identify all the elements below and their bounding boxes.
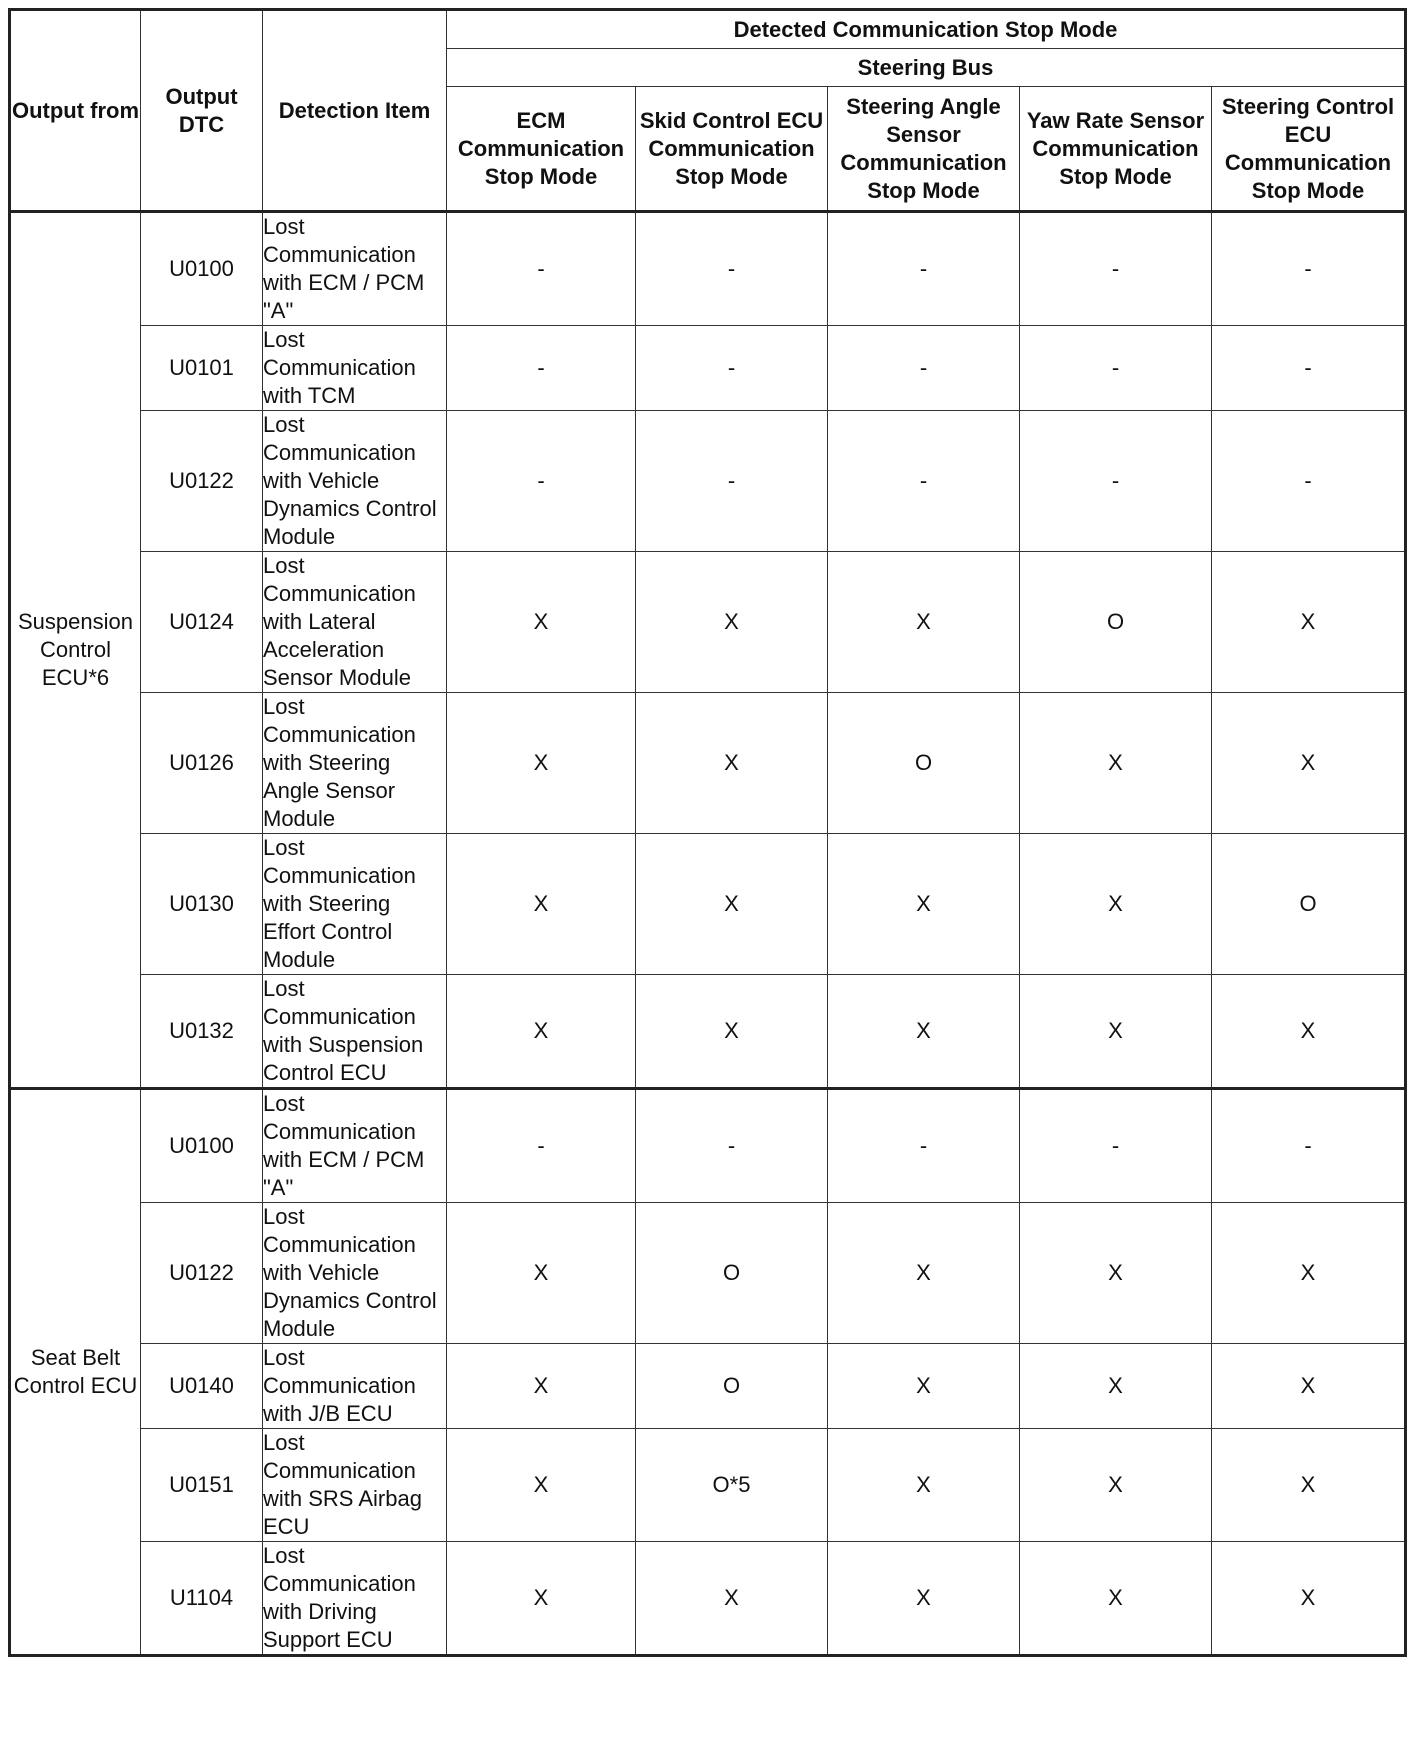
mark-cell-steering-control: X xyxy=(1212,975,1406,1089)
mark-cell-steering-angle: X xyxy=(828,834,1020,975)
header-detected-mode: Detected Communication Stop Mode xyxy=(447,10,1406,49)
mark-cell-steering-angle: X xyxy=(828,1542,1020,1656)
mark-cell-steering-control: - xyxy=(1212,411,1406,552)
mark-cell-yaw-rate: - xyxy=(1020,1089,1212,1203)
mark-cell-skid-control: - xyxy=(636,326,828,411)
dtc-code-cell: U0124 xyxy=(141,552,263,693)
mark-cell-steering-angle: X xyxy=(828,975,1020,1089)
table-row xyxy=(10,693,1406,834)
table-row xyxy=(10,411,1406,552)
dtc-code-cell: U1104 xyxy=(141,1542,263,1656)
mark-cell-ecm: X xyxy=(447,1429,636,1542)
mark-cell-yaw-rate: - xyxy=(1020,326,1212,411)
header-bus: Steering Bus xyxy=(447,49,1406,87)
table-row xyxy=(10,1542,1406,1656)
document-page xyxy=(8,8,1404,1754)
header-mode-ecm: ECM Communication Stop Mode xyxy=(447,87,636,212)
mark-cell-steering-angle: - xyxy=(828,411,1020,552)
dtc-code-cell: U0126 xyxy=(141,693,263,834)
dtc-code-cell: U0100 xyxy=(141,1089,263,1203)
detection-item-cell: Lost Communication with Vehicle Dynamics Control Module xyxy=(263,411,447,552)
mark-cell-ecm: X xyxy=(447,1542,636,1656)
mark-cell-ecm: - xyxy=(447,1089,636,1203)
detection-item-cell: Lost Communication with Driving Support ECU xyxy=(263,1542,447,1656)
mark-cell-steering-control: X xyxy=(1212,1429,1406,1542)
table-body xyxy=(10,212,1406,1656)
mark-cell-skid-control: X xyxy=(636,552,828,693)
dtc-code-cell: U0132 xyxy=(141,975,263,1089)
table-row xyxy=(10,1344,1406,1429)
mark-cell-skid-control: O xyxy=(636,1203,828,1344)
mark-cell-steering-control: X xyxy=(1212,1203,1406,1344)
detection-item-cell: Lost Communication with SRS Airbag ECU xyxy=(263,1429,447,1542)
mark-cell-ecm: - xyxy=(447,326,636,411)
mark-cell-steering-angle: - xyxy=(828,212,1020,326)
mark-cell-steering-control: - xyxy=(1212,1089,1406,1203)
table-row xyxy=(10,1203,1406,1344)
mark-cell-yaw-rate: O xyxy=(1020,552,1212,693)
mark-cell-steering-angle: X xyxy=(828,1203,1020,1344)
table-row xyxy=(10,326,1406,411)
mark-cell-steering-control: - xyxy=(1212,212,1406,326)
dtc-code-cell: U0100 xyxy=(141,212,263,326)
table-row xyxy=(10,552,1406,693)
mark-cell-ecm: - xyxy=(447,411,636,552)
mark-cell-ecm: X xyxy=(447,1344,636,1429)
communication-stop-mode-table xyxy=(8,8,1407,1657)
detection-item-cell: Lost Communication with Suspension Control ECU xyxy=(263,975,447,1089)
header-mode-steering-angle: Steering Angle Sensor Communication Stop Mode xyxy=(828,87,1020,212)
mark-cell-steering-control: X xyxy=(1212,1344,1406,1429)
header-detection-item: Detection Item xyxy=(263,10,447,212)
table-row xyxy=(10,1089,1406,1203)
detection-item-cell: Lost Communication with ECM / PCM "A" xyxy=(263,1089,447,1203)
output-from-cell: Suspension Control ECU*6 xyxy=(10,212,141,1089)
output-from-cell: Seat Belt Control ECU xyxy=(10,1089,141,1656)
mark-cell-yaw-rate: X xyxy=(1020,975,1212,1089)
mark-cell-steering-control: X xyxy=(1212,693,1406,834)
mark-cell-yaw-rate: X xyxy=(1020,1203,1212,1344)
mark-cell-steering-control: X xyxy=(1212,552,1406,693)
detection-item-cell: Lost Communication with Steering Effort Control Module xyxy=(263,834,447,975)
mark-cell-steering-angle: O xyxy=(828,693,1020,834)
mark-cell-skid-control: - xyxy=(636,411,828,552)
mark-cell-ecm: X xyxy=(447,975,636,1089)
mark-cell-ecm: X xyxy=(447,693,636,834)
mark-cell-yaw-rate: X xyxy=(1020,1429,1212,1542)
table-row xyxy=(10,1429,1406,1542)
header-mode-steering-control: Steering Control ECU Communication Stop Mode xyxy=(1212,87,1406,212)
dtc-code-cell: U0140 xyxy=(141,1344,263,1429)
mark-cell-ecm: X xyxy=(447,1203,636,1344)
mark-cell-yaw-rate: X xyxy=(1020,693,1212,834)
detection-item-cell: Lost Communication with TCM xyxy=(263,326,447,411)
mark-cell-skid-control: X xyxy=(636,975,828,1089)
detection-item-cell: Lost Communication with Steering Angle Sensor Module xyxy=(263,693,447,834)
detection-item-cell: Lost Communication with J/B ECU xyxy=(263,1344,447,1429)
header-output-dtc: Output DTC xyxy=(141,10,263,212)
mark-cell-skid-control: X xyxy=(636,1542,828,1656)
mark-cell-yaw-rate: - xyxy=(1020,411,1212,552)
dtc-code-cell: U0151 xyxy=(141,1429,263,1542)
mark-cell-skid-control: - xyxy=(636,1089,828,1203)
mark-cell-skid-control: X xyxy=(636,693,828,834)
mark-cell-ecm: X xyxy=(447,834,636,975)
mark-cell-steering-angle: - xyxy=(828,326,1020,411)
mark-cell-skid-control: O xyxy=(636,1344,828,1429)
mark-cell-steering-angle: X xyxy=(828,1429,1020,1542)
header-mode-skid-control: Skid Control ECU Communication Stop Mode xyxy=(636,87,828,212)
mark-cell-yaw-rate: - xyxy=(1020,212,1212,326)
mark-cell-steering-control: O xyxy=(1212,834,1406,975)
header-mode-yaw-rate: Yaw Rate Sensor Communication Stop Mode xyxy=(1020,87,1212,212)
mark-cell-steering-angle: X xyxy=(828,552,1020,693)
detection-item-cell: Lost Communication with Vehicle Dynamics Control Module xyxy=(263,1203,447,1344)
header-output-from: Output from xyxy=(10,10,141,212)
dtc-code-cell: U0122 xyxy=(141,1203,263,1344)
mark-cell-steering-angle: X xyxy=(828,1344,1020,1429)
table-row xyxy=(10,975,1406,1089)
dtc-code-cell: U0122 xyxy=(141,411,263,552)
dtc-code-cell: U0130 xyxy=(141,834,263,975)
mark-cell-steering-angle: - xyxy=(828,1089,1020,1203)
mark-cell-skid-control: X xyxy=(636,834,828,975)
mark-cell-yaw-rate: X xyxy=(1020,834,1212,975)
table-row xyxy=(10,834,1406,975)
table-row xyxy=(10,212,1406,326)
dtc-code-cell: U0101 xyxy=(141,326,263,411)
mark-cell-skid-control: - xyxy=(636,212,828,326)
mark-cell-ecm: - xyxy=(447,212,636,326)
detection-item-cell: Lost Communication with Lateral Acceleration Sensor Module xyxy=(263,552,447,693)
mark-cell-steering-control: X xyxy=(1212,1542,1406,1656)
mark-cell-steering-control: - xyxy=(1212,326,1406,411)
mark-cell-skid-control: O*5 xyxy=(636,1429,828,1542)
mark-cell-ecm: X xyxy=(447,552,636,693)
detection-item-cell: Lost Communication with ECM / PCM "A" xyxy=(263,212,447,326)
mark-cell-yaw-rate: X xyxy=(1020,1542,1212,1656)
mark-cell-yaw-rate: X xyxy=(1020,1344,1212,1429)
